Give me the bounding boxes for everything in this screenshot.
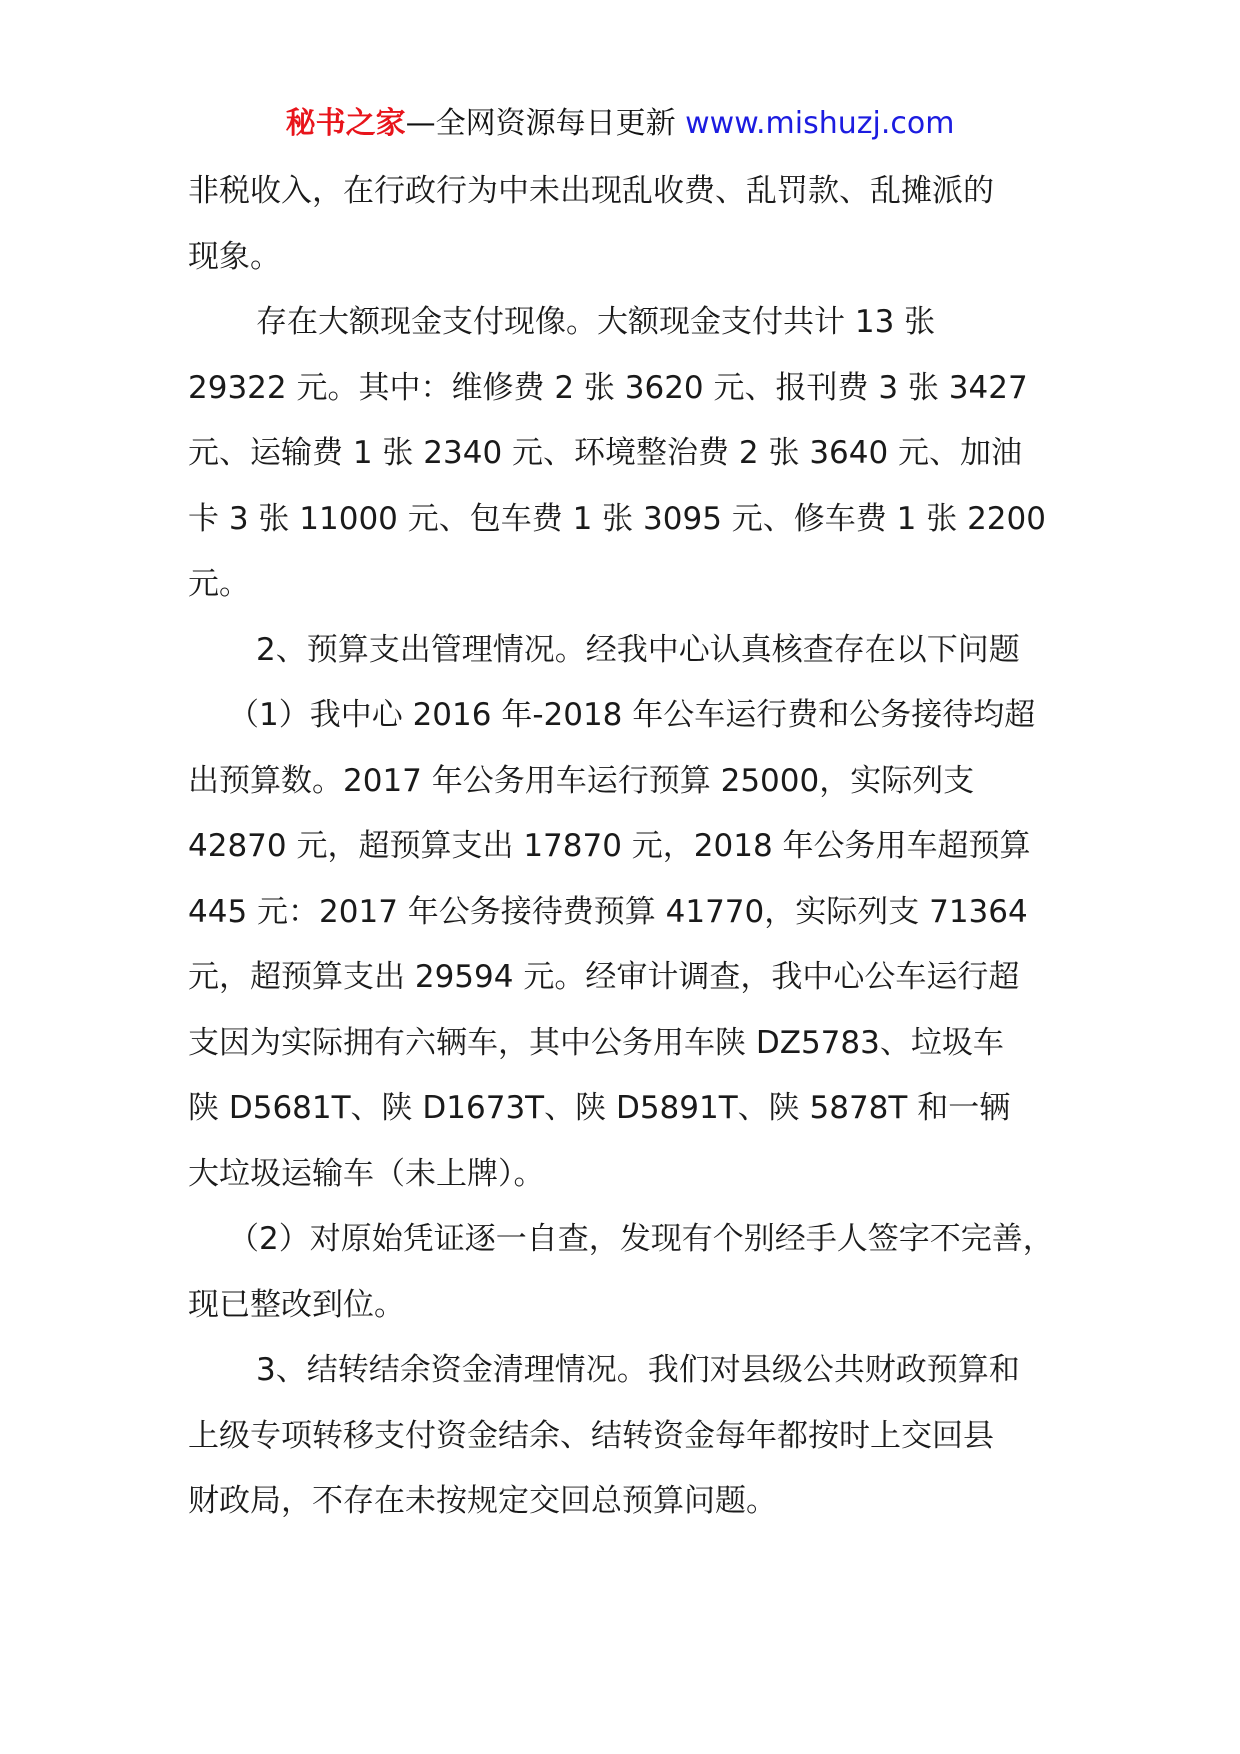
text-line: 上级专项转移支付资金结余、结转资金每年都按时上交回县 [188,1417,994,1454]
text-line: 卡 3 张 11000 元、包车费 1 张 3095 元、修车费 1 张 2200 [188,500,1046,537]
text-line: 陕 D5681T、陕 D1673T、陕 D5891T、陕 5878T 和一辆 [188,1090,1011,1126]
text-line: 445 元：2017 年公务接待费预算 41770，实际列支 71364 [188,893,1028,930]
text-line: 存在大额现金支付现像。大额现金支付共计 13 张 [256,304,936,340]
header-tagline: —全网资源每日更新 [405,106,676,141]
text-line: 非税收入，在行政行为中未出现乱收费、乱罚款、乱摊派的 [188,173,994,209]
text-line: 支因为实际拥有六辆车，其中公务用车陕 DZ5783、垃圾车 [188,1024,1004,1061]
text-line: 3、结转结余资金清理情况。我们对县级公共财政预算和 [256,1352,1020,1388]
text-line: （1）我中心 2016 年-2018 年公车运行费和公务接待均超 [228,697,1036,733]
document-body [188,159,1068,1535]
brand-name: 秘书之家 [285,106,406,141]
text-line: 元，超预算支出 29594 元。经审计调查，我中心公车运行超 [188,959,1020,995]
text-line: 出预算数。2017 年公务用车运行预算 25000，实际列支 [188,762,975,799]
text-line: 元、运输费 1 张 2340 元、环境整治费 2 张 3640 元、加油 [188,435,1023,471]
text-line: 财政局，不存在未按规定交回总预算问题。 [188,1483,777,1519]
text-line: （2）对原始凭证逐一自查，发现有个别经手人签字不完善， [228,1221,1054,1257]
text-line: 29322 元。其中：维修费 2 张 3620 元、报刊费 3 张 3427 [188,369,1028,406]
text-line: 现已整改到位。 [188,1286,405,1323]
text-line: 现象。 [188,238,281,275]
text-line: 42870 元，超预算支出 17870 元，2018 年公务用车超预算 [188,828,1031,864]
page-header [0,100,1240,148]
text-line: 2、预算支出管理情况。经我中心认真核查存在以下问题 [256,631,1020,668]
text-line: 元。 [188,566,250,602]
text-line: 大垃圾运输车（未上牌）。 [188,1155,545,1192]
site-url-link[interactable]: www.mishuzj.com [685,106,955,141]
